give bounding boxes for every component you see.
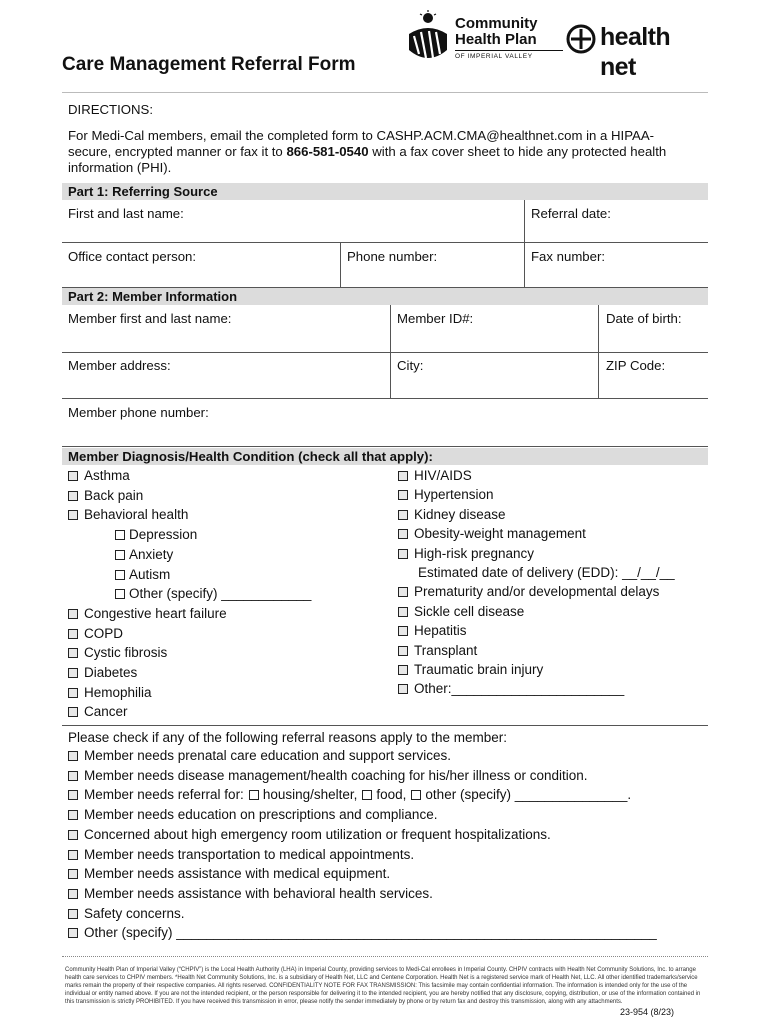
referral-reason-label: Member needs assistance with medical equipment. bbox=[84, 866, 391, 882]
member-address-label: Member address: bbox=[68, 358, 171, 373]
referral-subtype-label: food, bbox=[376, 787, 407, 803]
checkbox[interactable] bbox=[68, 790, 78, 800]
diagnosis-option-label: Transplant bbox=[414, 642, 478, 658]
diagnosis-option[interactable] bbox=[68, 604, 227, 624]
diagnosis-option[interactable] bbox=[115, 584, 311, 604]
referral-reason[interactable] bbox=[68, 766, 588, 786]
chp-logo-line3: OF IMPERIAL VALLEY bbox=[455, 53, 533, 60]
diagnosis-option[interactable] bbox=[68, 466, 130, 486]
checkbox[interactable] bbox=[398, 665, 408, 675]
checkbox[interactable] bbox=[68, 830, 78, 840]
chp-logo-line1: Community bbox=[455, 15, 538, 32]
part2-divider-h3 bbox=[62, 446, 708, 447]
checkbox[interactable] bbox=[68, 471, 78, 481]
diagnosis-option[interactable] bbox=[68, 683, 152, 703]
diagnosis-option-label: Cancer bbox=[84, 704, 128, 720]
diagnosis-option[interactable] bbox=[398, 641, 477, 661]
directions-line2-rest: with a fax cover sheet to hide any protected health bbox=[368, 144, 667, 159]
part2-divider-h2 bbox=[62, 398, 708, 399]
diagnosis-heading: Member Diagnosis/Health Condition (check all that apply): bbox=[62, 448, 708, 465]
diagnosis-option-label: Hepatitis bbox=[414, 623, 467, 639]
diagnosis-option[interactable] bbox=[115, 545, 173, 565]
diagnosis-option[interactable] bbox=[115, 525, 197, 545]
diagnosis-option-label: Asthma bbox=[84, 468, 130, 483]
referral-subtype[interactable] bbox=[362, 787, 406, 802]
diagnosis-option[interactable] bbox=[68, 702, 128, 722]
chp-emblem-icon bbox=[405, 10, 451, 66]
diagnosis-option-label: Hypertension bbox=[414, 487, 494, 503]
diagnosis-option-label: Congestive heart failure bbox=[84, 605, 227, 621]
checkbox[interactable] bbox=[398, 471, 408, 481]
checkbox[interactable] bbox=[68, 510, 78, 520]
checkbox[interactable] bbox=[68, 668, 78, 678]
health-net-logo bbox=[566, 22, 712, 81]
diagnosis-option[interactable] bbox=[398, 485, 494, 505]
referral-reason-label: Concerned about high emergency room utilization or frequent hospitalizations. bbox=[84, 826, 551, 842]
referral-subtype-label: other (specify) _______________. bbox=[425, 787, 632, 803]
fax-number-highlight: 866-581-0540 bbox=[286, 144, 369, 159]
checkbox[interactable] bbox=[398, 549, 408, 559]
checkbox[interactable] bbox=[398, 684, 408, 694]
footer-divider bbox=[62, 956, 708, 957]
member-phone-label: Member phone number: bbox=[68, 405, 209, 420]
referral-reason[interactable] bbox=[68, 805, 437, 825]
checkbox[interactable] bbox=[115, 570, 125, 580]
diagnosis-option-label: COPD bbox=[84, 625, 124, 641]
part2-divider-h1 bbox=[62, 352, 708, 353]
checkbox[interactable] bbox=[68, 869, 78, 879]
member-id-label: Member ID#: bbox=[397, 311, 474, 326]
health-net-wordmark: health net bbox=[600, 23, 671, 81]
diagnosis-option[interactable] bbox=[68, 486, 143, 506]
diagnosis-option[interactable] bbox=[68, 663, 137, 683]
checkbox[interactable] bbox=[249, 790, 259, 800]
checkbox[interactable] bbox=[68, 629, 78, 639]
referral-reason[interactable] bbox=[68, 884, 433, 904]
directions-line2 bbox=[68, 144, 666, 160]
checkbox[interactable] bbox=[68, 751, 78, 761]
diagnosis-option-label: Diabetes bbox=[84, 665, 138, 680]
dob-label: Date of birth: bbox=[606, 311, 682, 326]
checkbox[interactable] bbox=[398, 510, 408, 520]
checkbox[interactable] bbox=[68, 889, 78, 899]
referral-reason-label: Member needs disease management/health coaching for his/her illness or condition. bbox=[84, 767, 588, 783]
referral-subtype-label: housing/shelter, bbox=[262, 787, 358, 803]
checkbox[interactable] bbox=[68, 771, 78, 781]
diagnosis-option[interactable] bbox=[68, 505, 188, 525]
diagnosis-option[interactable] bbox=[115, 565, 170, 585]
diagnosis-option-label: Other:_______________________ bbox=[414, 681, 625, 697]
referral-reason-label: Member needs education on prescriptions and compliance. bbox=[84, 807, 438, 823]
checkbox[interactable] bbox=[68, 491, 78, 501]
zip-label: ZIP Code: bbox=[606, 358, 666, 373]
referrer-phone-label: Phone number: bbox=[347, 249, 438, 264]
directions-line1: For Medi-Cal members, email the completed form to CASHP.ACM.CMA@healthnet.com in a HIPAA- bbox=[68, 128, 655, 143]
referral-reason[interactable] bbox=[68, 825, 551, 845]
checkbox[interactable] bbox=[68, 648, 78, 658]
referral-reason[interactable] bbox=[68, 785, 631, 805]
diagnosis-option-label: Depression bbox=[129, 527, 198, 543]
part2-heading: Part 2: Member Information bbox=[62, 288, 708, 305]
diagnosis-option[interactable] bbox=[398, 602, 524, 622]
referrer-fax-label: Fax number: bbox=[531, 249, 606, 264]
form-number: 23-954 (8/23) bbox=[620, 1007, 675, 1017]
page-title: Care Management Referral Form bbox=[62, 54, 356, 75]
referral-date-label: Referral date: bbox=[531, 206, 611, 221]
referral-reason-label: Safety concerns. bbox=[84, 905, 185, 921]
diagnosis-option[interactable] bbox=[398, 582, 659, 602]
referrer-name-label: First and last name: bbox=[68, 206, 184, 221]
diagnosis-option[interactable] bbox=[398, 544, 534, 564]
diagnosis-option-label: Obesity-weight management bbox=[414, 526, 586, 542]
diagnosis-option-label: Hemophilia bbox=[84, 684, 152, 700]
referral-reason-label: Other (specify) ________________________________________________________________ bbox=[84, 925, 657, 941]
edd-line bbox=[418, 563, 675, 583]
office-contact-label: Office contact person: bbox=[68, 249, 197, 264]
diagnosis-option[interactable] bbox=[398, 660, 543, 680]
checkbox[interactable] bbox=[68, 609, 78, 619]
health-net-emblem-icon bbox=[566, 24, 596, 54]
part1-divider-h1 bbox=[62, 242, 708, 243]
referral-subtype[interactable] bbox=[249, 787, 358, 802]
checkbox[interactable] bbox=[398, 529, 408, 539]
referral-reason[interactable] bbox=[68, 904, 185, 924]
diagnosis-option-label: Anxiety bbox=[129, 546, 174, 562]
checkbox[interactable] bbox=[68, 909, 78, 919]
referral-reason-label: Member needs prenatal care education and support services. bbox=[84, 748, 451, 763]
diagnosis-option-label: Sickle cell disease bbox=[414, 603, 525, 619]
footer-disclaimer: Community Health Plan of Imperial Valley (“CHPIV”) is the Local Health Authority (LHA) in Imperial County, providing services to Medi-Cal enrollees in Imperial County. CHPIV contracts with Health Net Community Solutions, Inc. to arrange health care services to CHPIV members. *Health Net Community Solutions, Inc. is a subsidiary of Health Net, LLC and Centene Corporation. Health Net is a registered service mark of Health Net, LLC. All other identified trademarks/service marks remain the property of their respective companies. All rights reserved. CONFIDENTIALITY NOTE FOR FAX TRANSMISSION: This facsimile may contain confidential information. The information is intended only for the use of the individual or entity named above. If you are not the intended recipient, or the person responsible for delivering it to the intended recipient, you are hereby notified that any disclosure, copying, distribution, or use of the information contained in this transmission is strictly PROHIBITED. If you have received this transmission in error, please notify the sender immediately by phone or by return fax and destroy this transmission, along with any attachments. bbox=[65, 967, 701, 1005]
checkbox[interactable] bbox=[68, 707, 78, 717]
checkbox[interactable] bbox=[398, 490, 408, 500]
checkbox[interactable] bbox=[398, 646, 408, 656]
diagnosis-option-label: High-risk pregnancy bbox=[414, 545, 535, 561]
chp-logo-line2: Health Plan bbox=[455, 31, 537, 48]
part1-divider-v2 bbox=[340, 243, 341, 288]
diagnosis-option-label: Kidney disease bbox=[414, 506, 506, 522]
diagnosis-option[interactable] bbox=[398, 679, 624, 699]
reasons-heading: Please check if any of the following referral reasons apply to the member: bbox=[68, 730, 507, 745]
city-label: City: bbox=[397, 358, 424, 373]
diagnosis-option[interactable] bbox=[398, 621, 467, 641]
diagnosis-option[interactable] bbox=[68, 624, 123, 644]
community-health-plan-logo bbox=[405, 10, 565, 66]
checkbox[interactable] bbox=[115, 530, 125, 540]
directions-line2-text: secure, encrypted manner or fax it to bbox=[68, 144, 287, 159]
referral-reason[interactable] bbox=[68, 923, 657, 943]
checkbox[interactable] bbox=[115, 589, 125, 599]
checkbox[interactable] bbox=[362, 790, 372, 800]
diagnosis-option[interactable] bbox=[398, 505, 506, 525]
diagnosis-option-label: Behavioral health bbox=[84, 507, 189, 523]
referral-reason-label: Member needs referral for: bbox=[84, 787, 244, 803]
diagnosis-option-label: Other (specify) ____________ bbox=[129, 586, 312, 602]
diagnosis-option-label: Autism bbox=[129, 566, 171, 582]
checkbox[interactable] bbox=[398, 626, 408, 636]
member-name-label: Member first and last name: bbox=[68, 311, 232, 326]
referral-reason[interactable] bbox=[68, 864, 390, 884]
directions-heading: DIRECTIONS: bbox=[68, 102, 153, 117]
referral-reason-label: Member needs transportation to medical appointments. bbox=[84, 846, 415, 862]
diagnosis-option-label: Prematurity and/or developmental delays bbox=[414, 584, 660, 600]
directions-line3: information (PHI). bbox=[68, 160, 172, 175]
diagnosis-option[interactable] bbox=[398, 466, 472, 486]
checkbox[interactable] bbox=[398, 607, 408, 617]
referral-reason[interactable] bbox=[68, 845, 414, 865]
diagnosis-option-label: HIV/AIDS bbox=[414, 468, 472, 483]
checkbox[interactable] bbox=[68, 810, 78, 820]
checkbox[interactable] bbox=[115, 550, 125, 560]
diagnosis-option-label: Back pain bbox=[84, 487, 144, 503]
diagnosis-option[interactable] bbox=[398, 524, 586, 544]
checkbox[interactable] bbox=[398, 587, 408, 597]
diagnosis-option-label: Cystic fibrosis bbox=[84, 645, 168, 661]
title-divider bbox=[62, 92, 708, 93]
checkbox[interactable] bbox=[68, 688, 78, 698]
part1-divider-v1 bbox=[524, 200, 525, 288]
referral-reason[interactable] bbox=[68, 746, 451, 766]
part1-heading: Part 1: Referring Source bbox=[62, 183, 708, 200]
diagnosis-option-label: Estimated date of delivery (EDD): __/__/__ bbox=[418, 565, 675, 580]
checkbox[interactable] bbox=[68, 850, 78, 860]
referral-subtype[interactable] bbox=[411, 787, 631, 802]
checkbox[interactable] bbox=[68, 928, 78, 938]
referral-reason-label: Member needs assistance with behavioral health services. bbox=[84, 885, 433, 901]
diagnosis-bottom-divider bbox=[62, 725, 708, 726]
checkbox[interactable] bbox=[411, 790, 421, 800]
diagnosis-option-label: Traumatic brain injury bbox=[414, 662, 544, 677]
diagnosis-option[interactable] bbox=[68, 643, 167, 663]
